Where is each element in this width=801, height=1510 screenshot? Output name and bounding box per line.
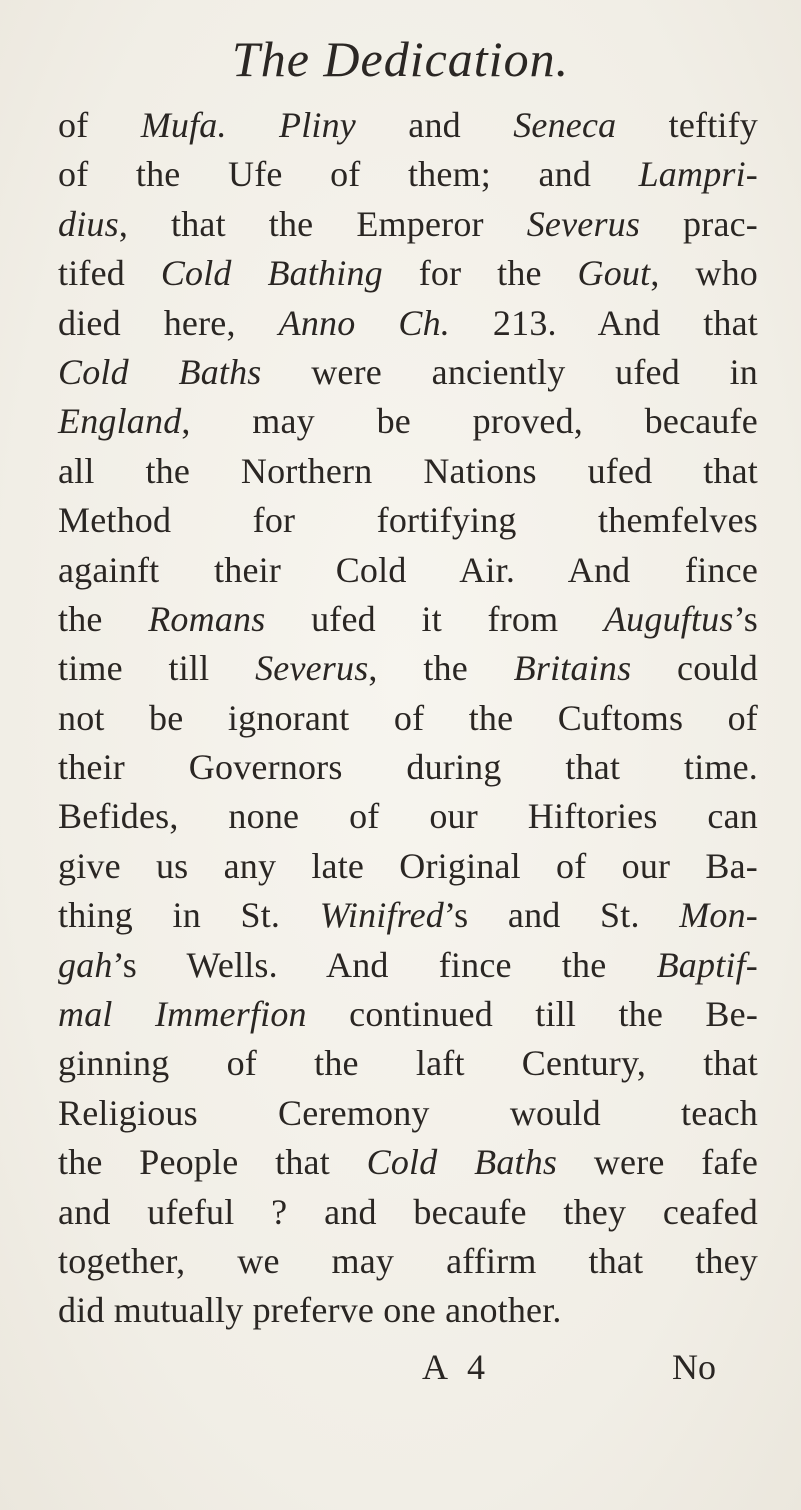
italic-run: Cold Baths [58, 351, 262, 392]
text-line [58, 644, 758, 693]
text-line [58, 990, 758, 1039]
text-run: tifed [58, 253, 161, 294]
catchword: No [672, 1347, 716, 1387]
text-run: their Governors during that time. [58, 747, 758, 788]
text-run: together, we may affirm that they [58, 1240, 758, 1281]
text-run: could [631, 648, 759, 689]
italic-run: Seneca [513, 105, 617, 145]
italic-run: Gout [577, 253, 651, 294]
text-run: ufed it from [265, 598, 604, 639]
italic-run: Cold Baths [366, 1142, 558, 1183]
italic-run: Severus [526, 203, 641, 244]
text-run: , may be proved, becaufe [181, 401, 758, 442]
signature-mark: A 4 [422, 1347, 492, 1387]
text-line [58, 447, 758, 496]
text-run: Befides, none of our Hiftories can [58, 796, 758, 837]
text-line [58, 941, 758, 990]
italic-run: Mon- [679, 895, 758, 936]
text-run: the People that [58, 1142, 367, 1183]
text-run [227, 105, 279, 145]
text-run: were anciently ufed in [261, 351, 758, 392]
text-run: the [58, 598, 149, 639]
italic-run: gah [58, 944, 113, 985]
italic-run: Lampri- [638, 154, 758, 195]
text-run: againft their Cold Air. And fince [58, 549, 758, 590]
text-run: not be ignorant of the Cuftoms of [58, 697, 758, 738]
text-run: Religious Ceremony would teach [58, 1092, 758, 1133]
text-line [58, 595, 758, 644]
text-run: and [356, 105, 514, 145]
text-line [58, 891, 758, 940]
text-line [58, 1039, 758, 1088]
text-line [58, 546, 758, 595]
text-run: , that the Emperor [118, 203, 527, 244]
body-text [58, 101, 758, 1336]
text-run: ginning of the laft Century, that [58, 1043, 758, 1084]
text-run: ’s Wells. And fince the [112, 944, 657, 985]
text-run: continued till the Be- [306, 994, 759, 1035]
text-line [58, 348, 758, 397]
text-line [58, 299, 758, 348]
text-line [58, 200, 758, 249]
italic-run: Baptif- [656, 944, 758, 985]
italic-run: Mufa. [140, 105, 227, 145]
running-head: The Dedication. [231, 31, 570, 87]
text-line [58, 150, 758, 199]
text-run: 213. And that [449, 302, 759, 343]
text-run: thing in St. [58, 895, 320, 936]
italic-run: Auguftus [603, 598, 734, 639]
text-line [58, 496, 758, 545]
text-run: teftify [616, 105, 759, 145]
text-line [58, 792, 758, 841]
text-line [58, 842, 758, 891]
text-line [58, 1089, 758, 1138]
italic-run: Severus [255, 648, 369, 689]
text-run: of the Ufe of them; and [58, 154, 639, 195]
italic-run: mal Immerfion [58, 994, 307, 1035]
text-run: did mutually preferve one another. [58, 1290, 562, 1331]
text-run: and ufeful ? and becaufe they ceafed [58, 1191, 758, 1232]
text-run: give us any late Original of our Ba- [58, 845, 758, 886]
text-line [58, 1237, 758, 1286]
italic-run: Anno Ch. [278, 302, 450, 343]
text-run: ’s and St. [443, 895, 680, 936]
italic-run: Romans [148, 598, 266, 639]
text-line [58, 101, 758, 150]
text-line [58, 249, 758, 298]
italic-run: Pliny [279, 105, 356, 145]
text-run: died here, [58, 302, 279, 343]
text-line [58, 694, 758, 743]
text-run: prac- [640, 203, 758, 244]
italic-run: Winifred [319, 895, 444, 936]
italic-run: Cold Bathing [160, 253, 383, 294]
text-run: of [58, 105, 141, 145]
page-footer [0, 1342, 801, 1392]
text-run: , who [650, 253, 758, 294]
text-run: , the [368, 648, 514, 689]
italic-run: Britains [513, 648, 632, 689]
text-run: ’s [733, 598, 759, 639]
text-run: were fafe [557, 1142, 758, 1183]
text-line [58, 743, 758, 792]
text-line [58, 1286, 758, 1335]
text-line [58, 397, 758, 446]
text-run: all the Northern Nations ufed that [58, 450, 758, 491]
italic-run: dius [58, 203, 119, 244]
italic-run: England [58, 401, 182, 442]
text-run: time till [58, 648, 256, 689]
text-run: Method for fortifying themfelves [58, 500, 758, 541]
text-run: for the [382, 253, 578, 294]
text-line [58, 1138, 758, 1187]
text-line [58, 1188, 758, 1237]
